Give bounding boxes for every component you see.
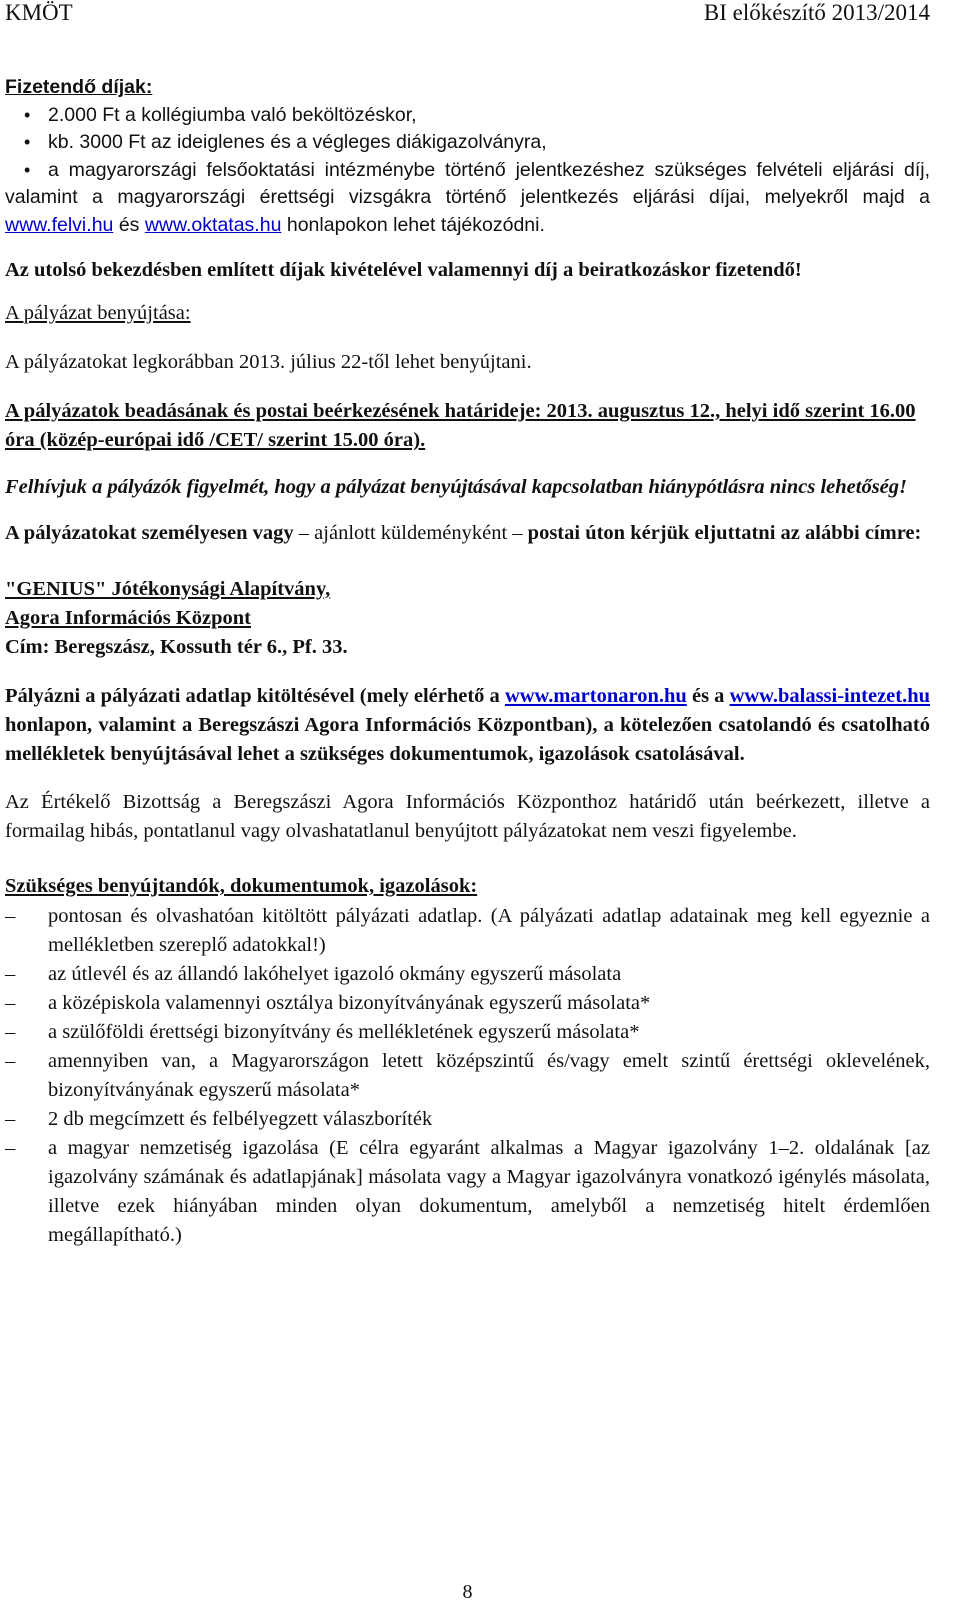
bullet-icon: • • [24, 159, 31, 180]
list-item: – a szülőföldi érettségi bizonyítvány és mellékletének egyszerű másolata* [48, 1018, 930, 1047]
fees-list [5, 102, 930, 157]
list-item: – a magyar nemzetiség igazolása (E célra egyaránt alkalmas a Magyar igazolvány 1–2. oldalának [az igazolvány számának és adatlapjának] másolata vagy a Magyar igazolványra vonatkozó igénylés másolata, illetve ezek hiányában minden olyan dokumentum, amelyből a nemzetiség hitelt érdemlően megállapítható.) [48, 1134, 930, 1250]
fees-heading: Fizetendő díjak: [5, 76, 153, 98]
submission-heading: A pályázat benyújtása: [5, 302, 191, 324]
no-correction-note: Felhívjuk a pályázók figyelmét, hogy a pályázat benyújtásával kapcsolatban hiánypótlásra nincs lehetőség! [5, 476, 907, 498]
link-martonaron[interactable]: www.martonaron.hu [504, 685, 687, 707]
list-item: • • a magyarországi felsőoktatási intézménybe történő jelentkezéshez szükséges felvételi eljárási díj, valamint a magyarországi érettségi vizsgákra történő jelentkezés eljárási díjai, melyekről majd a www.felvi.hu és www.oktatas.hu honlapokon lehet tájékozódni. [5, 157, 930, 240]
list-item: • 2.000 Ft a kollégiumba való beköltözéskor, [48, 102, 930, 130]
apply-paragraph: Pályázni a pályázati adatlap kitöltésével (mely elérhető a www.martonaron.hu és a www.balassi-intezet.hu honlapon, valamint a Beregszászi Agora Információs Központban), a kötelezően csatolandó és csatolható mellékletek benyújtásával lehet a szükséges dokumentumok, igazolások csatolásával. [5, 685, 931, 765]
address-line-3: Cím: Beregszász, Kossuth tér 6., Pf. 33. [5, 636, 348, 658]
header-left: KMÖT [5, 0, 73, 25]
list-item: – amennyiben van, a Magyarországon letett középszintű és/vagy emelt szintű érettségi oklevelének, bizonyítványának egyszerű másolata* [48, 1047, 930, 1105]
page-number: 8 [462, 1581, 473, 1603]
fees-note: Az utolsó bekezdésben említett díjak kivételével valamennyi díj a beiratkozáskor fizetendő! [5, 259, 802, 281]
address-line-2: Agora Információs Központ [5, 607, 251, 629]
link-balassi[interactable]: www.balassi-intezet.hu [729, 685, 931, 707]
required-heading: Szükséges benyújtandók, dokumentumok, igazolások: [5, 875, 478, 897]
send-instructions: A pályázatokat személyesen vagy – ajánlott küldeményként – postai úton kérjük eljuttatni az alábbi címre: [5, 522, 922, 544]
list-item: – 2 db megcímzett és felbélyegzett válaszboríték [48, 1105, 930, 1134]
submission-deadline: A pályázatok beadásának és postai beérkezésének határideje: 2013. augusztus 12., helyi idő szerint 16.00 óra (közép-európai idő /CET/ szerint 15.00 óra). [5, 400, 916, 451]
header-right: BI előkészítő 2013/2014 [703, 0, 930, 25]
fees-section [5, 74, 930, 239]
list-item: • kb. 3000 Ft az ideiglenes és a végleges diákigazolványra, [48, 129, 930, 157]
address-block [5, 575, 930, 662]
address-line-1: "GENIUS" Jótékonysági Alapítvány, [5, 578, 331, 600]
submission-earliest: A pályázatokat legkorábban 2013. július 22-től lehet benyújtani. [5, 351, 532, 373]
list-item: – pontosan és olvashatóan kitöltött pályázati adatlap. (A pályázati adatlap adatainak meg kell egyeznie a mellékletben szereplő adatokkal!) [48, 902, 930, 960]
fees-list-wrap [5, 157, 930, 240]
list-item: – az útlevél és az állandó lakóhelyet igazoló okmány egyszerű másolata [48, 960, 930, 989]
link-felvi[interactable]: www.felvi.hu [5, 213, 114, 236]
link-oktatas[interactable]: www.oktatas.hu [144, 213, 282, 236]
document-page [5, 0, 930, 1250]
required-list [5, 902, 930, 1250]
page-header [5, 0, 930, 26]
list-item: – a középiskola valamennyi osztálya bizonyítványának egyszerű másolata* [48, 989, 930, 1018]
committee-paragraph: Az Értékelő Bizottság a Beregszászi Agora Információs Központhoz határidő után beérkezett, illetve a formailag hibás, pontatlanul vagy olvashatatlanul benyújtott pályázatokat nem veszi figyelembe. [5, 791, 930, 842]
